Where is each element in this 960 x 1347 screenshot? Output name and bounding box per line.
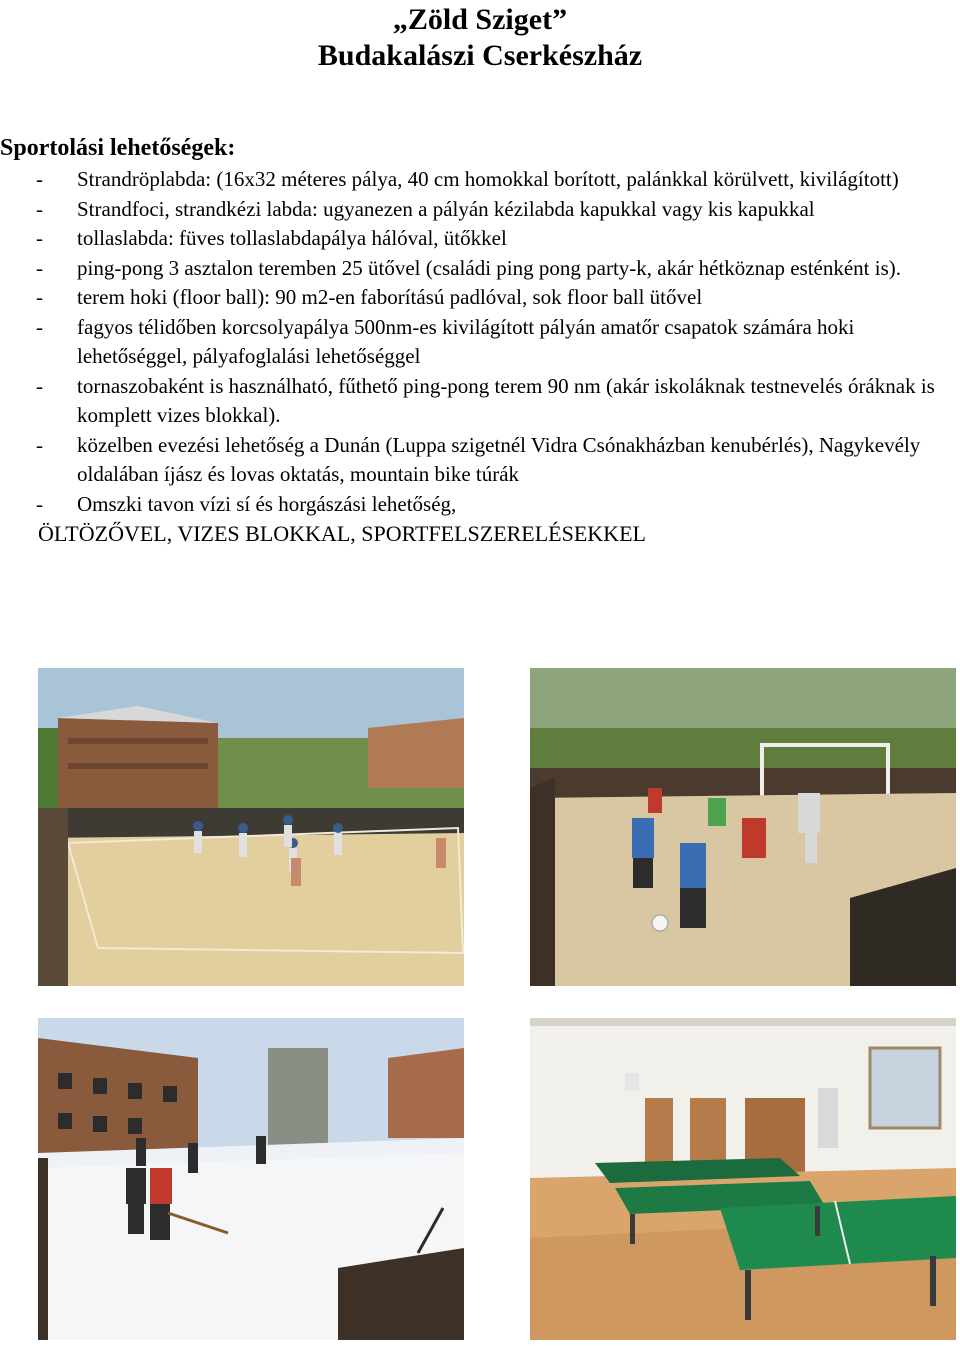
sports-list [0,165,960,549]
page-title [0,2,960,74]
closing-line: ÖLTÖZŐVEL, VIZES BLOKKAL, SPORTFELSZERELÉSEKKEL [38,521,646,546]
section-heading: Sportolási lehetőségek: [0,135,236,161]
bullet-dash: - [36,373,43,398]
list-item [0,254,960,284]
bullet-dash: - [36,491,43,516]
list-item-text: Strandfoci, strandkézi labda: ugyanezen a pályán kézilabda kapukkal vagy kis kapukkal [77,196,815,221]
bullet-dash: - [36,255,43,280]
bullet-dash: - [36,226,43,250]
list-item [0,195,960,225]
beach-volleyball-photo [38,668,464,986]
list-item [0,313,960,372]
bullet-dash: - [36,314,43,339]
list-item [0,224,960,254]
list-item [0,431,960,490]
list-item-text: Omszki tavon vízi sí és horgászási lehetőség, [77,491,457,516]
bullet-dash: - [36,167,43,191]
list-item-text: terem hoki (floor ball): 90 m2-en faborítású padlóval, sok floor ball ütővel [77,285,703,309]
list-item-text: tornaszobaként is használható, fűthető ping-pong terem 90 nm (akár iskoláknak testnevelés óráknak is komplett vizes blokkal). [77,373,935,427]
list-item [0,165,960,195]
list-item [0,490,960,520]
title-line-2: Budakalászi Cserkészház [317,39,643,72]
list-item [0,372,960,431]
beach-football-photo [530,668,956,986]
ice-rink-photo [38,1018,464,1340]
list-item-text: fagyos télidőben korcsolyapálya 500nm-es kivilágított pályán amatőr csapatok számára hoki lehetőséggel, pályafoglalási lehetőséggel [77,314,855,368]
list-item-text: ping-pong 3 asztalon teremben 25 ütővel (családi ping pong party-k, akár hétköznap esténként is). [77,255,902,280]
title-line-1: „Zöld Sziget” [392,3,568,36]
bullet-dash: - [36,432,43,457]
list-item-text: Strandröplabda: (16x32 méteres pálya, 40 cm homokkal borított, palánkkal körülvett, kivilágított) [77,167,899,191]
list-item-text: közelben evezési lehetőség a Dunán (Luppa szigetnél Vidra Csónakházban kenubérlés), Nagykevély oldalában íjász és lovas oktatás, mountain bike túrák [77,432,921,486]
bullet-dash: - [36,196,43,221]
list-item [0,283,960,313]
ping-pong-room-photo [530,1018,956,1340]
bullet-dash: - [36,285,43,309]
list-item-text: tollaslabda: füves tollaslabdapálya hálóval, ütőkkel [77,226,507,250]
